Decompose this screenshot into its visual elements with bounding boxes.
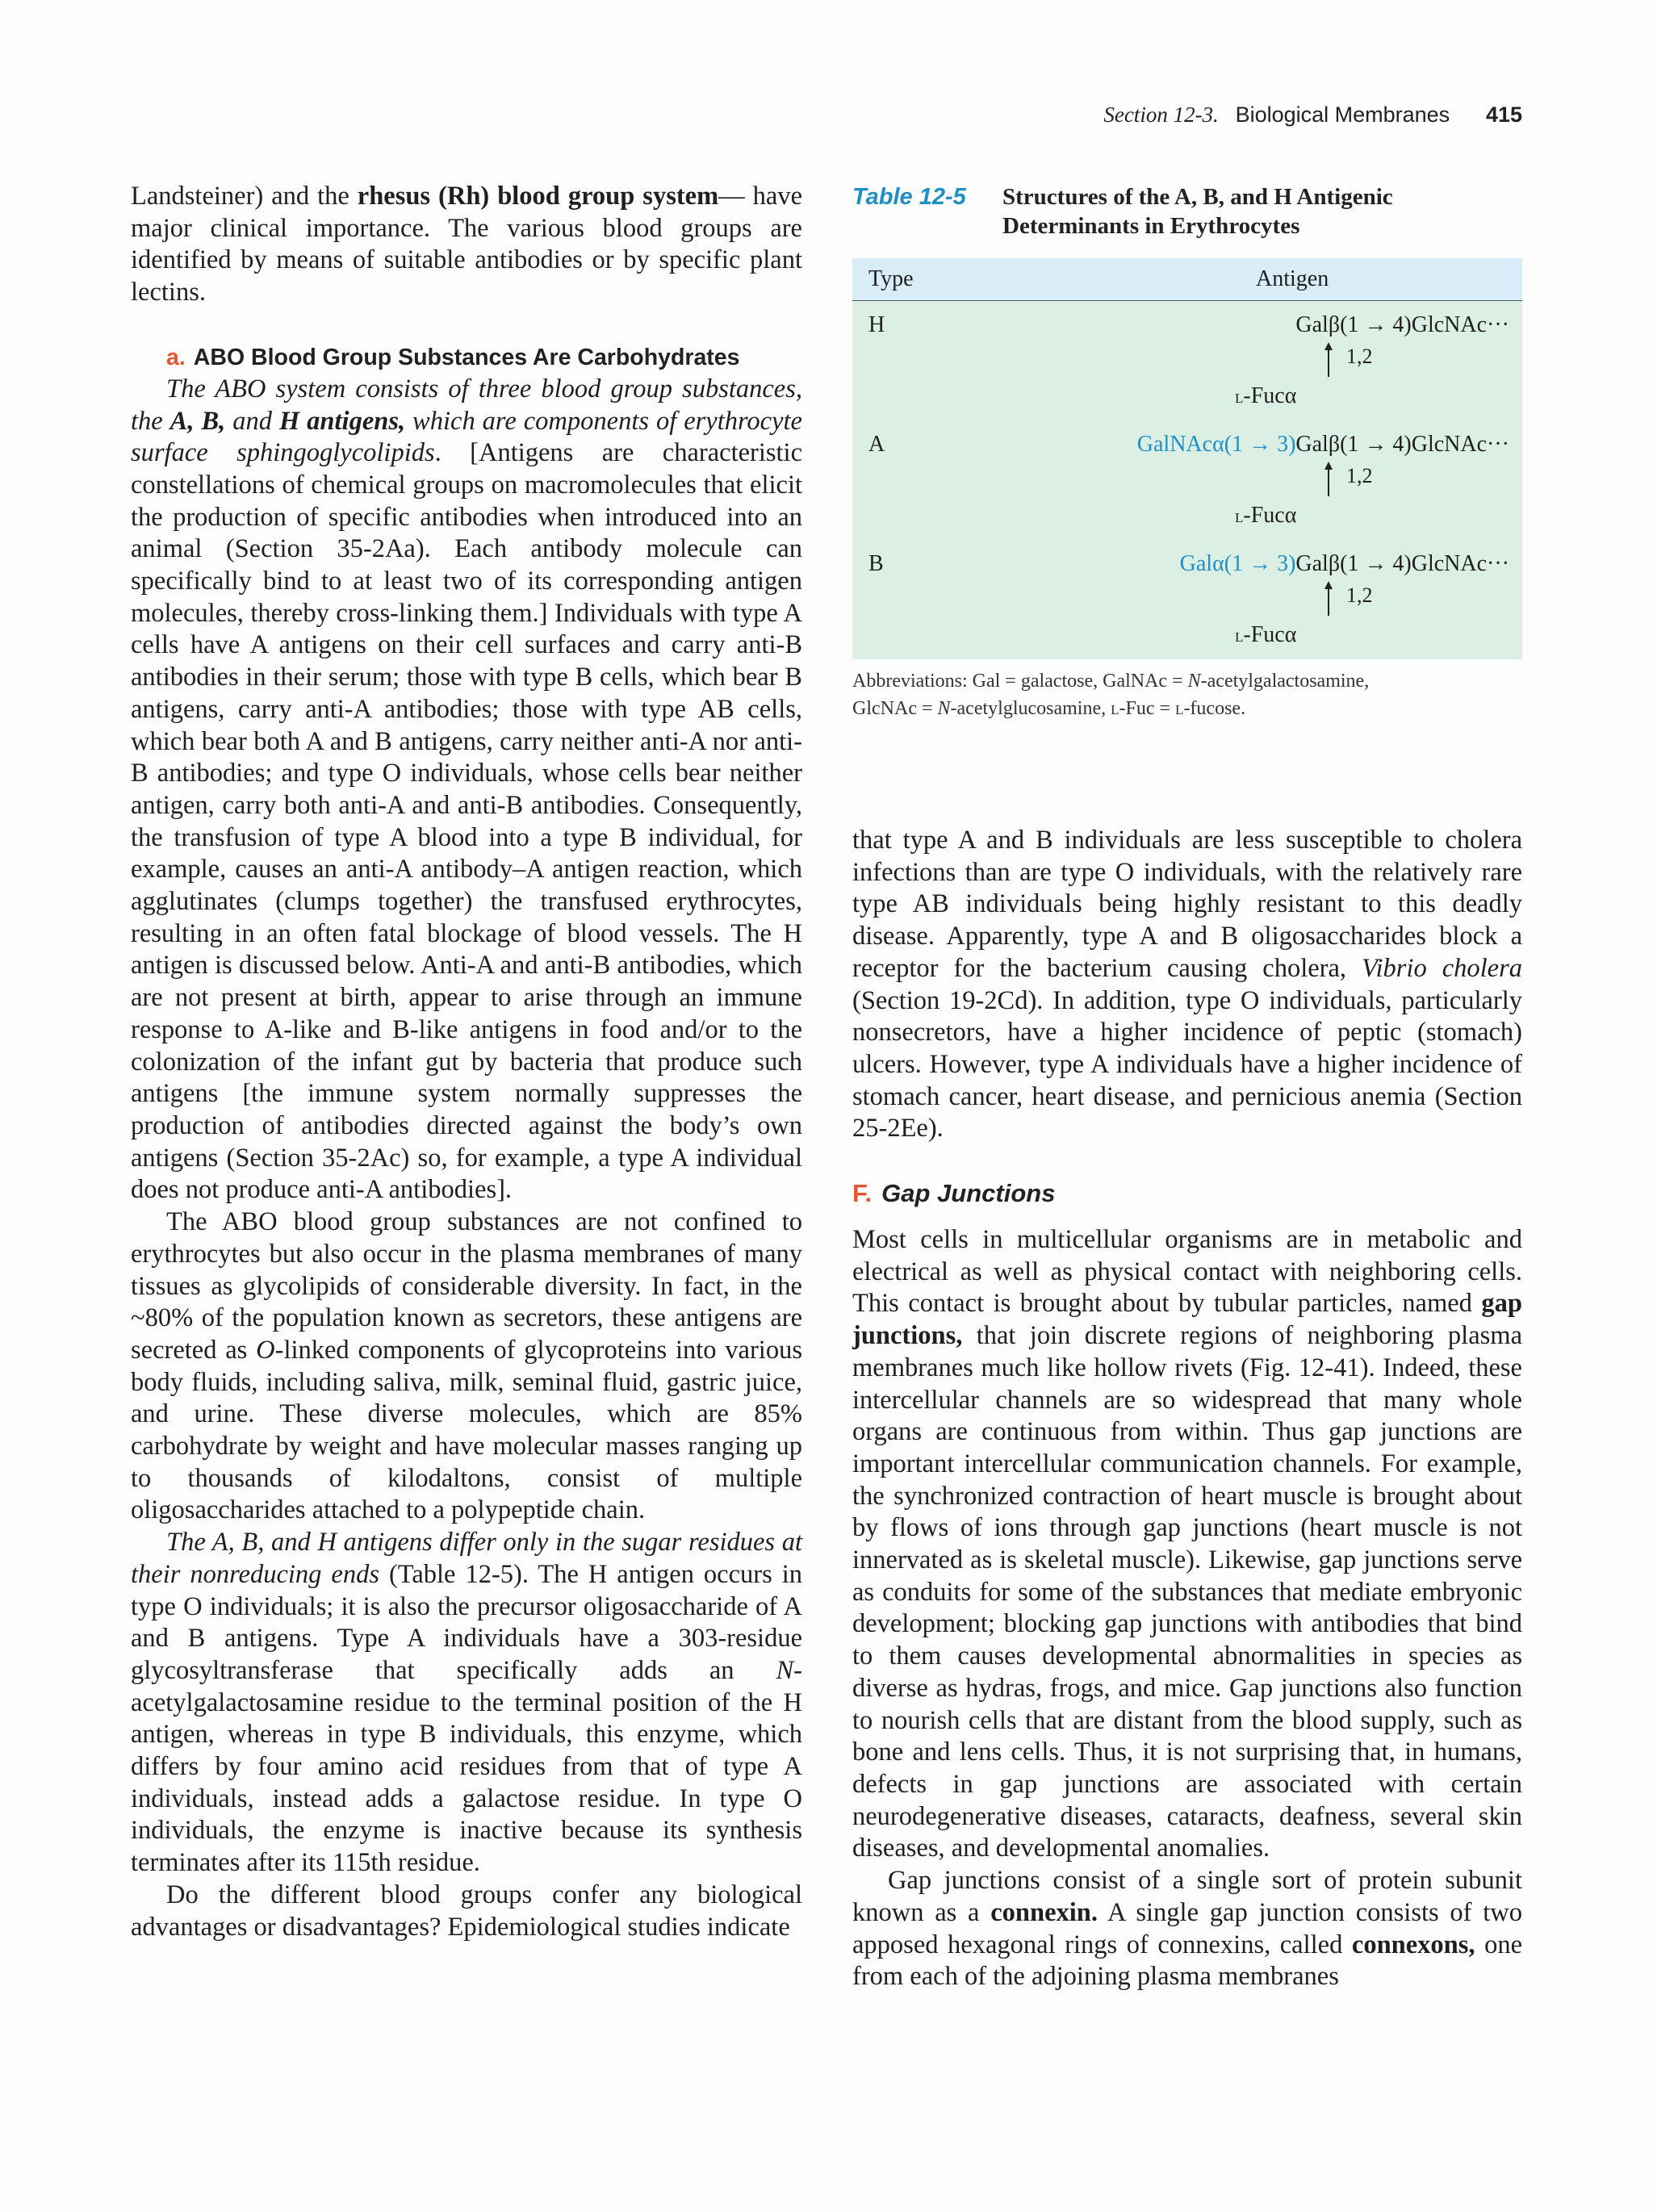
- table-body: [852, 301, 1522, 659]
- left-column: [131, 181, 802, 1943]
- antigen-chain: [1180, 551, 1509, 577]
- italic-text: which are components of erythrocyte surface sphingoglycolipids: [131, 406, 802, 468]
- table-row: [852, 540, 1522, 659]
- text-span: Most cells in multicellular organisms are in metabolic and electrical as well as physical contact with neighboring cells. This contact is brought about by tubular particles, named: [852, 1225, 1522, 1319]
- table-12-5: [852, 182, 1522, 722]
- italic-text: N: [776, 1655, 794, 1685]
- linkage-label: 1,2: [1346, 583, 1373, 607]
- paragraph: [131, 181, 802, 309]
- text-span: GlcNAc =: [852, 698, 938, 719]
- bold-term: connexin.: [990, 1897, 1098, 1927]
- paragraph: [852, 1865, 1522, 1993]
- italic-text: The A, B, and H antigens differ only in the sugar residues at their nonreducing ends: [131, 1528, 802, 1589]
- antigen-chain: [1295, 312, 1509, 338]
- text-span: — have major clinical importance. The various blood groups are identified by means of suitable antibodies or by specific plant lectins.: [131, 182, 802, 307]
- paragraph: [131, 1527, 802, 1880]
- table-row: [852, 420, 1522, 540]
- row-type: A: [868, 432, 885, 457]
- subsection-title: ABO Blood Group Substances Are Carbohydrates: [193, 344, 740, 370]
- text-span: (Section 19-2Cd). In addition, type O individuals, particularly nonsecretors, have a higher incidence of peptic (stomach) ulcers. However, type A individuals have a higher incidence of stomach cancer, heart disease, and pernicious anemia (Section 25-2Ee).: [852, 985, 1522, 1144]
- table-footnote: [852, 667, 1522, 722]
- italic-text: O: [256, 1335, 275, 1365]
- running-head-section: Section 12-3.: [1103, 102, 1219, 127]
- text-span: that type A and B individuals are less susceptible to cholera infections than are type O individuals, with the relatively rare type AB individuals being highly resistant to this deadly disease. Apparently, type A and B oligosaccharides block a receptor for the bacterium causing cholera,: [852, 826, 1522, 983]
- text-span: -acetylglucosamine,: [950, 698, 1111, 719]
- paragraph: Do the different blood groups confer any biological advantages or disadvantages? Epidemiological studies indicate: [131, 1880, 802, 1942]
- linkage-label: 1,2: [1346, 464, 1373, 487]
- chain-prefix: Galα(1 → 3): [1179, 551, 1296, 576]
- text-span: (Table 12-5). The H antigen occurs in type O individuals; it is also the precursor oligosaccharide of A and B antigens. Type A individuals have a 303-residue glycosyltransferase that specifically adds an: [131, 1559, 802, 1685]
- small-caps-text: l: [1235, 506, 1244, 527]
- chain-core: Galβ(1 → 4)GlcNAc···: [1295, 312, 1509, 337]
- section-title: Gap Junctions: [881, 1179, 1056, 1208]
- text-span: . [Antigens are characteristic constellations of chemical groups on macromolecules that elicit the production of specific antibodies when introduced into an animal (Section 35-2Aa). Each antibody molecule can specifically bind to at least two of its corresponding antigen molecules, thereby cross-linking them.] Individuals with type A cells have A antigens on their cell surfaces and carry anti-B antibodies in their serum; those with type B cells, which bear B antigens, carry anti-A antibodies; those with type AB cells, which bear both A and B antigens, carry neither anti-A nor anti-B antibodies; and type O individuals, whose cells bear neither antigen, carry both anti-A and anti-B antibodies. Consequently, the transfusion of type A blood into a type B individual, for example, causes an anti-A antibody–A antigen reaction, which agglutinates (clumps together) the transfused erythrocytes, resulting in an often fatal blockage of blood vessels. The H antigen is discussed below. Anti-A and anti-B antibodies, which are not present at birth, appear to arise through an immune response to A-like and B-like antigens in food and/or to the colonization of the infant gut by bacteria that produce such antigens [the immune system normally suppresses the production of antibodies directed against the body’s own antigens (Section 35-2Ac) so, for example, a type A individual does not produce anti-A antibodies].: [131, 438, 803, 1205]
- small-caps-text: l: [1111, 698, 1119, 719]
- up-arrow-icon: [1320, 580, 1337, 617]
- fucose-text: -Fucα: [1243, 503, 1297, 528]
- text-span: Gap junctions consist of a single sort of protein subunit known as a: [852, 1866, 1522, 1927]
- subsection-heading: [166, 341, 802, 374]
- paragraph: [131, 1206, 802, 1527]
- small-caps-text: l: [1175, 698, 1184, 719]
- row-type: B: [868, 551, 884, 576]
- fucose-label: [1235, 383, 1296, 409]
- fucose-label: [1235, 503, 1296, 529]
- text-span: -Fuc =: [1119, 698, 1176, 719]
- italic-text: N: [1187, 671, 1201, 692]
- table-caption: [852, 182, 1522, 240]
- paragraph: [852, 825, 1522, 1145]
- up-arrow-icon: [1320, 461, 1337, 498]
- text-span: one from each of the adjoining plasma membranes: [852, 1930, 1522, 1992]
- fucose-label: [1235, 622, 1296, 648]
- italic-text: and: [225, 406, 279, 436]
- section-heading: [852, 1177, 1522, 1210]
- bold-term: H antigens,: [278, 406, 406, 436]
- text-span: The ABO blood group substances are not confined to erythrocytes but also occur in the plasma membranes of many tissues as glycolipids of considerable diversity. In fact, in the ~80% of the population known as secretors, these antigens are secreted as: [131, 1207, 802, 1365]
- chain-core: Galβ(1 → 4)GlcNAc···: [1295, 432, 1509, 457]
- paragraph: [852, 1224, 1522, 1865]
- italic-text: N: [937, 698, 951, 719]
- text-span: Landsteiner) and the: [131, 182, 358, 211]
- right-column: [852, 825, 1522, 1993]
- section-letter: F.: [852, 1179, 873, 1208]
- column-header-type: Type: [868, 266, 914, 291]
- chain-core: Galβ(1 → 4)GlcNAc···: [1295, 551, 1509, 576]
- text-span: -acetylgalactosamine residue to the terminal position of the H antigen, whereas in type B individuals, this enzyme, which differs by four amino acid residues from that of type A individuals, instead adds a galactose residue. In type O individuals, the enzyme is inactive because its synthesis terminates after its 115th residue.: [131, 1655, 802, 1878]
- page-number: 415: [1485, 102, 1522, 127]
- bold-term: rhesus (Rh) blood group system: [357, 182, 719, 211]
- italic-text: Vibrio cholera: [1362, 953, 1522, 983]
- bold-term: connexons,: [1351, 1930, 1475, 1959]
- paragraph: [131, 374, 802, 1206]
- fucose-text: -Fucα: [1243, 622, 1297, 647]
- subsection-letter: a.: [166, 344, 186, 370]
- fucose-text: -Fucα: [1243, 383, 1297, 408]
- text-span: -linked components of glycoproteins into various body fluids, including saliva, milk, seminal fluid, gastric juice, and urine. These diverse molecules, which are 85% carbohydrate by weight and have molecular masses ranging up to thousands of kilodaltons, consist of multiple oligosaccharides attached to a polypeptide chain.: [131, 1335, 802, 1525]
- bold-term: A, B,: [169, 406, 226, 436]
- table-header-row: [852, 258, 1522, 301]
- table-label: Table 12-5: [852, 184, 966, 210]
- text-span: -fucose.: [1183, 698, 1246, 719]
- chain-prefix: GalNAcα(1 → 3): [1136, 432, 1296, 457]
- small-caps-text: l: [1235, 625, 1244, 646]
- bold-term: gap junctions,: [852, 1289, 1522, 1351]
- text-span: -acetylgalactosamine,: [1200, 671, 1370, 692]
- column-header-antigen: Antigen: [1256, 266, 1329, 291]
- italic-text: The ABO system consists of three blood group substances, the: [131, 374, 802, 436]
- linkage-label: 1,2: [1346, 345, 1373, 368]
- text-span: A single gap junction consists of two apposed hexagonal rings of connexins, called: [852, 1897, 1522, 1959]
- row-type: H: [868, 312, 885, 337]
- antigen-chain: [1137, 432, 1509, 458]
- up-arrow-icon: [1320, 341, 1337, 378]
- table-row: [852, 301, 1522, 420]
- small-caps-text: l: [1235, 387, 1244, 408]
- text-span: Abbreviations: Gal = galactose, GalNAc =: [852, 671, 1188, 692]
- text-span: that join discrete regions of neighboring plasma membranes much like hollow rivets (Fig. 12-41). Indeed, these intercellular channels are so widespread that many whole organs are continuous from within. Thus gap junctions are important intercellular communication channels. For example, the synchronized contraction of heart muscle is brought about by flows of ions through gap junctions (heart muscle is not innervated as is skeletal muscle). Likewise, gap junctions serve as conduits for some of the substances that mediate embryonic development; blocking gap junctions with antibodies that bind to them causes developmental abnormalities in species as diverse as hydras, frogs, and mice. Gap junctions also function to nourish cells that are distant from the blood supply, such as bone and lens cells. Thus, it is not surprising that, in humans, defects in gap junctions are associated with certain neurodegenerative diseases, cataracts, deafness, several skin diseases, and developmental anomalies.: [852, 1321, 1522, 1863]
- running-head-title: Biological Membranes: [1235, 102, 1450, 127]
- table-title: Structures of the A, B, and H Antigenic Determinants in Erythrocytes: [1002, 184, 1393, 239]
- running-head: [1103, 102, 1522, 128]
